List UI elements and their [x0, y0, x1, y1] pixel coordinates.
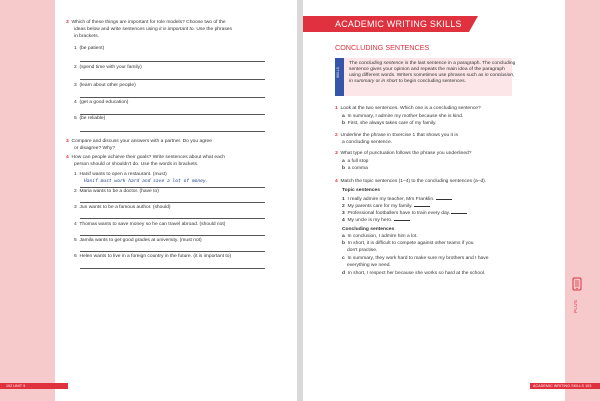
left-footer-text: 102 UNIT 9	[6, 384, 26, 388]
tip-line1: The concluding sentence is the last sentence in a paragraph. The concluding	[349, 61, 516, 66]
exercise-4-line1: 4 How can people achieve their goals? Write sentences about what each	[66, 155, 225, 160]
match-blank[interactable]	[436, 195, 452, 200]
right-margin-strip	[565, 0, 600, 401]
tip-label: SKILLS	[336, 67, 340, 78]
match-blank[interactable]	[394, 216, 410, 221]
ex3-item-5: 5 (be reliable)	[74, 116, 106, 121]
ex3-item-3: 3 (learn about other people)	[74, 83, 136, 88]
concluding-sentences-heading: Concluding sentences	[342, 227, 395, 232]
answer-line[interactable]	[80, 61, 265, 62]
answer-line[interactable]	[80, 131, 265, 132]
tip-line2: sentence gives your opinion and repeats the main idea of the paragraph	[349, 67, 505, 72]
topic-sentence-3: 3 Professional footballers have to train every day.	[342, 209, 467, 217]
exercise-3b-line2: or disagree? Why?	[74, 146, 116, 151]
ex4-item-5: 5 Jamila wants to get good grades at university. (must not)	[74, 238, 202, 243]
ex1-option-a[interactable]: a In summary, I admire my mother because she is kind.	[342, 114, 464, 119]
topic-sentence-2: 2 My parents care for my family.	[342, 202, 430, 210]
ex4-item-6: 6 Helen wants to live in a foreign country in the future. (it is important to)	[74, 254, 232, 259]
ex4-item-4: 4 Thomas wants to save money so he can travel abroad. (should not)	[74, 222, 226, 227]
plus-label: PLUS	[573, 299, 578, 313]
answer-line[interactable]	[80, 268, 265, 269]
concluding-sentence-a: a In conclusion, I admire him a lot.	[342, 234, 418, 239]
tip-line4: in summary or in short to begin concluding sentences.	[349, 79, 466, 84]
ex4-item-3: 3 Jun wants to be a famous author. (should)	[74, 205, 171, 210]
ex3-item-4: 4 (get a good education)	[74, 100, 129, 105]
answer-line[interactable]	[80, 202, 265, 203]
ex3-item-2: 2 (spend time with your family)	[74, 65, 142, 70]
ex3-item-1: 1 (be patient)	[74, 46, 105, 51]
handwritten-answer: Hanif must work hard and save a lot of money.	[84, 179, 209, 184]
ex4-item-2: 2 Maria wants to be a doctor. (have to)	[74, 189, 159, 194]
ex1-option-b[interactable]: b First, she always takes care of my family.	[342, 121, 437, 126]
concluding-sentence-c-cont: everything we need.	[347, 263, 391, 268]
match-blank[interactable]	[451, 209, 467, 214]
answer-line[interactable]	[80, 218, 265, 219]
answer-line[interactable]	[80, 251, 265, 252]
right-footer-text: ACADEMIC WRITING SKILLS 103	[533, 384, 592, 388]
ex4-question: 4 Match the topic sentences (1–4) to the concluding sentences (a–d).	[335, 179, 487, 184]
ex1-question: 1 Look at the two sentences. Which one is a concluding sentence?	[335, 106, 481, 111]
ex4-item-1: 1 Hanif wants to open a restaurant. (must)	[74, 172, 167, 177]
exercise-3b-line1: 3 Compare and discuss your answers with a partner. Do you agree	[66, 139, 212, 144]
topic-sentences-heading: Topic sentences	[342, 188, 380, 193]
answer-line[interactable]	[80, 79, 265, 80]
ex3-option-a[interactable]: a a full stop	[342, 159, 369, 164]
ex2-question-line1: 2 Underline the phrase in Exercise 1 that shows you it is	[335, 133, 458, 138]
answer-line[interactable]	[80, 114, 265, 115]
ex3-option-b[interactable]: b a comma	[342, 166, 368, 171]
topic-sentence-1: 1 I really admire my teacher, Mrs Franklin.	[342, 195, 452, 203]
concluding-sentence-d: d In short, I respect her because she works so hard at the school.	[342, 271, 486, 276]
left-margin-strip	[0, 0, 55, 401]
concluding-sentence-c: c In summary, they work hard to make sure my brothers and I have	[342, 256, 489, 261]
exercise-3-line2: ideas below and write sentences using it is important to. Use the phrases	[74, 27, 232, 32]
concluding-sentence-b: b In short, it is difficult to compete against other teams if you	[342, 241, 474, 246]
answer-line[interactable]	[80, 187, 265, 188]
subheading: CONCLUDING SENTENCES	[335, 43, 430, 52]
exercise-3-line1: 3 Which of these things are important for role models? Choose two of the	[66, 20, 226, 25]
answer-line[interactable]	[80, 235, 265, 236]
exercise-3-line3: in brackets.	[74, 34, 100, 39]
concluding-sentence-b-cont: don't practise.	[347, 248, 378, 253]
ex3-question: 3 What type of punctuation follows the phrase you underlined?	[335, 151, 472, 156]
section-title: ACADEMIC WRITING SKILLS	[335, 19, 462, 29]
ex2-question-line2: a concluding sentence.	[342, 140, 393, 145]
tip-line3: using different words. Writers sometimes use phrases such as in conclusion,	[349, 73, 515, 78]
topic-sentence-4: 4 My uncle is my hero.	[342, 216, 410, 224]
answer-line[interactable]	[80, 97, 265, 98]
exercise-4-line2: person should or shouldn't do. Use the words in brackets.	[74, 162, 199, 167]
match-blank[interactable]	[414, 202, 430, 207]
